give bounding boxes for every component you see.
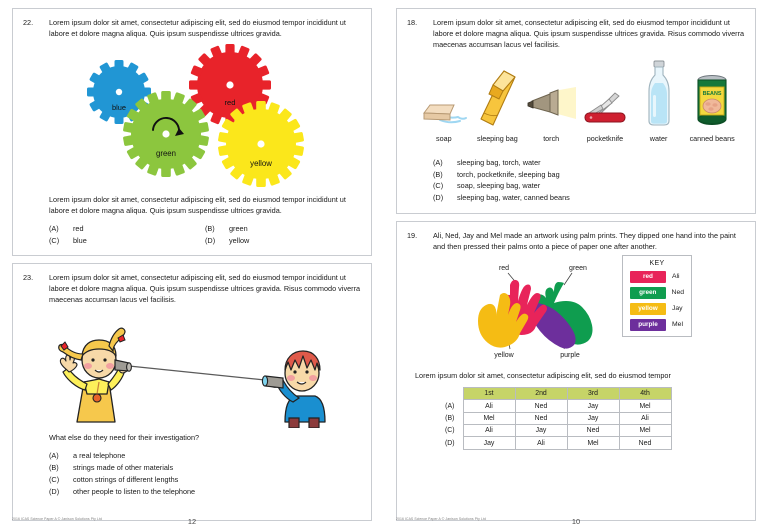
cell-c-3: Ned (567, 425, 619, 437)
option-a-text: a real telephone (73, 451, 126, 461)
cell-a-2: Ned (515, 400, 567, 412)
question-19-stem: Lorem ipsum dolor sit amet, consectetur adipiscing elit, sed do eiusmod tempor (415, 370, 671, 380)
question-22-head (23, 18, 361, 40)
table-col-4th: 4th (619, 387, 671, 399)
option-c-letter: (C) (49, 474, 60, 484)
option-b[interactable] (433, 169, 745, 181)
option-d-text: sleeping bag, water, canned beans (457, 193, 570, 203)
key-name-jay: Jay (672, 305, 683, 313)
row-letter-b: (B) (437, 412, 463, 424)
option-c[interactable] (49, 235, 205, 247)
question-22-box (12, 8, 372, 256)
cell-c-4: Mel (619, 425, 671, 437)
table-row[interactable] (437, 400, 671, 412)
girl-can (115, 360, 131, 371)
item-label-canned-beans: canned beans (689, 133, 735, 143)
option-b-letter: (B) (205, 223, 215, 233)
can-label-text: BEANS (702, 90, 722, 97)
gear-yellow (218, 101, 304, 187)
key-chip-green: green (630, 287, 666, 299)
option-c[interactable] (433, 180, 745, 192)
question-22-options (49, 223, 361, 247)
callout-purple: purple (560, 351, 580, 359)
key-row-yellow (630, 303, 684, 315)
question-19-box (396, 221, 756, 521)
key-row-red (630, 271, 684, 283)
item-water (632, 57, 686, 143)
sleeping-bag-icon (473, 57, 521, 129)
cell-d-1: Jay (463, 437, 515, 449)
item-soap (417, 57, 471, 143)
copyright-credit: 2016 ICAS Science Paper A © Janison Solutions Pty Ltd (12, 517, 102, 521)
option-b-letter: (B) (49, 462, 59, 472)
cell-c-2: Jay (515, 425, 567, 437)
page-number: 12 (187, 517, 197, 526)
table-corner-blank (437, 387, 463, 399)
question-23-prompt: Lorem ipsum dolor sit amet, consectetur adipiscing elit, sed do eiusmod tempor incididunt ut labore et dolore magna aliqua. Quis ipsum suspendisse ultrices gravida. Risus commodo viverra maecenas accumsan lacus vel facilisis. (49, 273, 361, 305)
option-d[interactable] (49, 486, 361, 498)
item-label-soap: soap (436, 133, 452, 143)
option-c-text: cotton strings of different lengths (73, 474, 179, 484)
option-c[interactable] (49, 474, 361, 486)
table-col-3rd: 3rd (567, 387, 619, 399)
table-col-2nd: 2nd (515, 387, 567, 399)
key-row-green (630, 287, 684, 299)
string (129, 366, 265, 380)
option-c-letter: (C) (433, 181, 444, 191)
boy-can (262, 376, 283, 388)
option-a-text: red (73, 223, 84, 233)
key-title: KEY (649, 259, 665, 267)
right-page-footer (396, 517, 756, 526)
item-sleeping-bag (471, 57, 525, 143)
item-label-torch: torch (543, 133, 560, 143)
cell-b-1: Mel (463, 412, 515, 424)
left-page-footer (12, 517, 372, 526)
cell-a-1: Ali (463, 400, 515, 412)
gear-green (123, 91, 209, 177)
key-legend (622, 255, 692, 337)
option-a-letter: (A) (433, 157, 443, 167)
cell-b-4: Ali (619, 412, 671, 424)
tin-can-telephone-svg (37, 318, 347, 428)
option-a[interactable] (433, 157, 745, 169)
canned-beans-icon (691, 57, 733, 129)
key-name-ali: Ali (672, 273, 680, 281)
question-23-box (12, 263, 372, 521)
option-b[interactable] (49, 462, 361, 474)
option-d[interactable] (433, 192, 745, 204)
option-a[interactable] (49, 223, 205, 235)
question-19-prompt: Ali, Ned, Jay and Mel made an artwork using palm prints. They dipped one hand into the paint and then pressed their palms onto a piece of paper one after another. (433, 231, 736, 251)
option-a-letter: (A) (49, 451, 59, 461)
table-header-row (437, 387, 671, 399)
item-label-pocketknife: pocketknife (586, 133, 624, 143)
key-row-purple (630, 319, 684, 331)
key-name-mel: Mel (672, 321, 683, 329)
question-22-prompt: Lorem ipsum dolor sit amet, consectetur adipiscing elit, sed do eiusmod tempor incididunt ut labore et dolore magna aliqua. Quis ipsum suspendisse ultrices gravida. (49, 18, 346, 38)
question-22-number: 22. (23, 18, 34, 27)
answer-options-table (437, 387, 672, 450)
table-row[interactable] (437, 425, 671, 437)
item-label-water: water (649, 133, 668, 143)
gear-label-green: green (156, 148, 176, 158)
item-canned-beans (685, 57, 739, 143)
girl-figure (59, 328, 132, 422)
item-label-sleeping-bag: sleeping bag (477, 133, 518, 143)
question-18-prompt: Lorem ipsum dolor sit amet, consectetur adipiscing elit, sed do eiusmod tempor incididunt ut labore et dolore magna aliqua. Quis ipsum suspendisse ultrices gravida. Risus commodo viverra maecenas accumsan lacus vel facilisis. (433, 18, 745, 49)
row-letter-d: (D) (437, 437, 463, 449)
cell-a-3: Jay (567, 400, 619, 412)
table-row[interactable] (437, 437, 671, 449)
question-23-body (49, 433, 361, 497)
question-18-body (433, 157, 745, 204)
question-23-stem: What else do they need for their investigation? (49, 433, 200, 443)
gear-label-blue: blue (112, 102, 126, 112)
option-d-text: other people to listen to the telephone (73, 486, 196, 496)
row-letter-a: (A) (437, 400, 463, 412)
callout-yellow: yellow (494, 351, 514, 359)
table-col-1st: 1st (463, 387, 515, 399)
key-chip-red: red (630, 271, 666, 283)
pocketknife-icon (579, 57, 631, 129)
page-number: 10 (571, 517, 581, 526)
soap-bar-icon (420, 57, 468, 129)
option-d-letter: (D) (433, 193, 444, 203)
option-d-text: yellow (229, 235, 250, 245)
option-a-letter: (A) (49, 223, 59, 233)
row-letter-c: (C) (437, 425, 463, 437)
option-d[interactable] (205, 235, 361, 247)
question-18-box (396, 8, 756, 214)
question-23-options (49, 450, 361, 497)
boy-figure (262, 351, 325, 428)
option-d-letter: (D) (49, 486, 60, 496)
water-bottle-icon (643, 57, 675, 129)
key-chip-yellow: yellow (630, 303, 666, 315)
question-19-number: 19. (407, 231, 418, 241)
question-22-body (49, 195, 361, 247)
option-c-letter: (C) (49, 235, 60, 245)
option-c-text: blue (73, 235, 87, 245)
palm-prints-figure (407, 255, 745, 363)
key-name-ned: Ned (671, 289, 684, 297)
callout-red: red (498, 264, 510, 272)
table-row[interactable] (437, 412, 671, 424)
item-torch (524, 57, 578, 143)
option-d-letter: (D) (205, 235, 216, 245)
question-18-number: 18. (407, 18, 418, 27)
option-b-text: torch, pocketknife, sleeping bag (457, 169, 560, 179)
cell-d-3: Mel (567, 437, 619, 449)
question-18-options (433, 157, 745, 204)
option-c-text: soap, sleeping bag, water (457, 181, 541, 191)
gear-train-svg (62, 40, 322, 190)
cell-d-2: Ali (515, 437, 567, 449)
question-18-head (407, 18, 745, 51)
key-chip-purple: purple (630, 319, 666, 331)
option-b[interactable] (205, 223, 361, 235)
cell-b-3: Jay (567, 412, 619, 424)
tin-can-telephone-illustration (23, 318, 361, 428)
option-a[interactable] (49, 450, 361, 462)
copyright-credit: 2016 ICAS Science Paper A © Janison Solutions Pty Ltd (396, 517, 486, 521)
torch-icon (524, 57, 578, 129)
gear-label-yellow: yellow (250, 158, 272, 168)
gear-label-red: red (224, 97, 236, 107)
palm-prints-artwork (460, 255, 610, 363)
survival-items-row (407, 51, 745, 143)
gear-train-diagram (23, 40, 361, 190)
callout-green: green (569, 264, 587, 272)
cell-c-1: Ali (463, 425, 515, 437)
right-page (384, 0, 768, 528)
cell-d-4: Ned (619, 437, 671, 449)
option-b-text: strings made of other materials (73, 462, 174, 472)
option-b-letter: (B) (433, 169, 443, 179)
question-19-head (407, 231, 745, 253)
cell-b-2: Ned (515, 412, 567, 424)
question-22-stem: Lorem ipsum dolor sit amet, consectetur adipiscing elit, sed do eiusmod tempor incididunt ut labore et dolore magna aliqua. Quis ipsum suspendisse ultrices gravida. (49, 194, 346, 215)
question-23-head (23, 273, 361, 306)
item-pocketknife (578, 57, 632, 143)
option-b-text: green (229, 223, 248, 233)
option-a-text: sleeping bag, torch, water (457, 157, 541, 167)
cell-a-4: Mel (619, 400, 671, 412)
question-23-number: 23. (23, 273, 34, 283)
